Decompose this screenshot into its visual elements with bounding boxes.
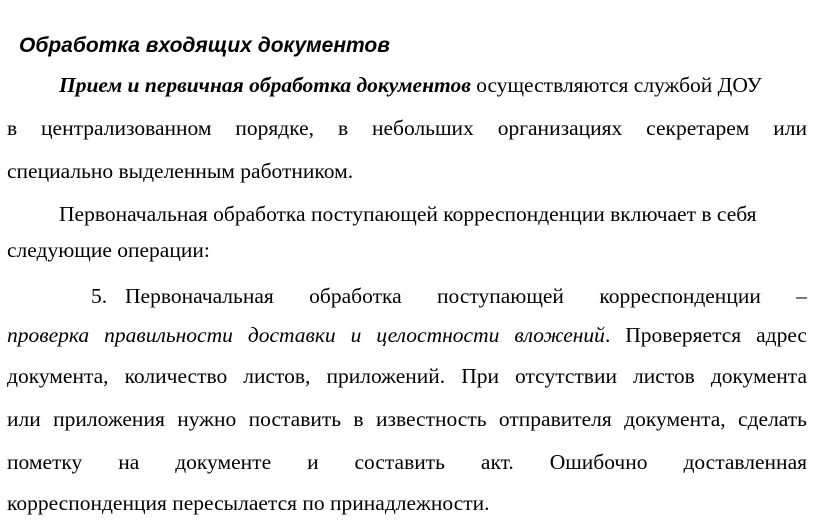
paragraph-1-line-3: специально выделенным работником. xyxy=(7,159,354,183)
list-item-5-line-2-text: . Проверяется адрес xyxy=(604,323,807,347)
list-item-5-line-1-text: Первоначальная обработка поступающей корреспонденции – xyxy=(125,284,807,308)
paragraph-1-line-1 xyxy=(7,70,807,100)
list-item-5-line-3: документа, количество листов, приложений. При отсутствии листов документа xyxy=(7,364,807,388)
list-item-5-line-2 xyxy=(7,320,807,350)
paragraph-2-line-1: Первоначальная обработка поступающей корреспонденции включает в себя xyxy=(59,202,757,226)
emphasized-phrase: проверка правильности доставки и целостности вложений xyxy=(7,323,605,347)
paragraph-2-line-2: следующие операции: xyxy=(7,238,210,262)
list-item-5-line-6: корреспонденция пересылается по принадлежности. xyxy=(7,491,490,515)
list-item-5-line-1 xyxy=(7,281,807,311)
list-item-5-line-4: или приложения нужно поставить в известность отправителя документа, сделать xyxy=(7,407,807,431)
emphasized-term: Прием и первичная обработка документов xyxy=(59,73,471,97)
list-item-5-line-5: пометку на документе и составить акт. Ошибочно доставленная xyxy=(7,450,807,474)
paragraph-1-line-1-text: осуществляются службой ДОУ xyxy=(470,73,762,97)
paragraph-1-line-2: в централизованном порядке, в небольших организациях секретарем или xyxy=(7,116,807,140)
section-heading: Обработка входящих документов xyxy=(19,34,390,57)
list-item-number: 5. xyxy=(91,284,108,308)
